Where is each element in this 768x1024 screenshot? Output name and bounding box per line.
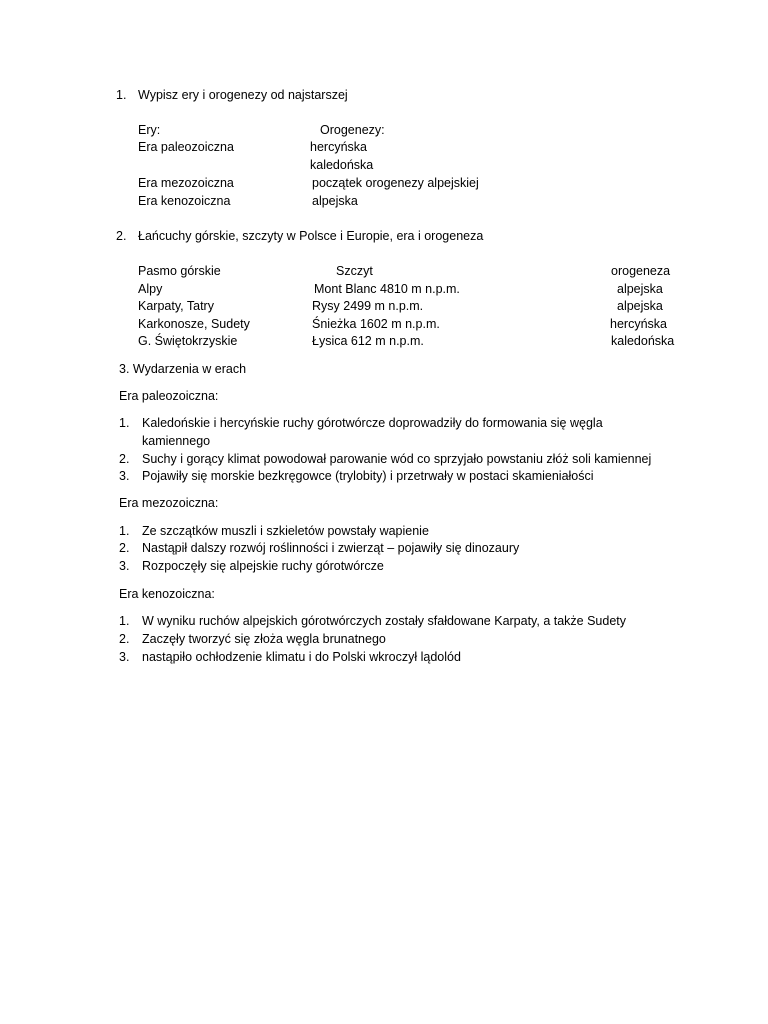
section3-heading: 3. Wydarzenia w erach — [119, 362, 247, 376]
section1-heading: Wypisz ery i orogenezy od najstarszej — [138, 88, 348, 102]
era-title: Era kenozoiczna: — [119, 587, 215, 601]
eras-column-header: Ery: — [138, 123, 161, 137]
orogeny-cell: alpejska — [617, 282, 663, 296]
list-item-text: Nastąpił dalszy rozwój roślinności i zwierząt – pojawiły się dinozaury — [142, 541, 520, 555]
list-item-text: Rozpoczęły się alpejskie ruchy górotwórcze — [142, 559, 384, 573]
era-cell: Era paleozoiczna — [138, 140, 234, 154]
peak-cell: Śnieżka 1602 m n.p.m. — [312, 317, 440, 331]
list-item-number: 2. — [119, 452, 130, 466]
range-cell: Alpy — [138, 282, 163, 296]
range-cell: Karpaty, Tatry — [138, 299, 214, 313]
peak-cell: Rysy 2499 m n.p.m. — [312, 299, 424, 313]
list-item-number: 1. — [119, 614, 130, 628]
list-item-text: Kaledońskie i hercyńskie ruchy górotwórcze doprowadziły do formowania się węgla — [142, 416, 603, 430]
list-item-number: 1. — [119, 416, 130, 430]
list-item-number: 3. — [119, 650, 130, 664]
orogeny-cell: kaledońska — [310, 158, 374, 172]
orogenies-column-header: Orogenezy: — [320, 123, 385, 137]
peak-column-header: Szczyt — [336, 264, 373, 278]
list-item-number: 2. — [119, 541, 130, 555]
list-item-text: Suchy i gorący klimat powodował parowanie wód co sprzyjało powstaniu złóż soli kamiennej — [142, 452, 652, 466]
orogeny-cell: alpejska — [617, 299, 663, 313]
list-item-number: 1. — [119, 524, 130, 538]
range-column-header: Pasmo górskie — [138, 264, 221, 278]
list-item-number: 2. — [119, 632, 130, 646]
orogeny-cell: alpejska — [312, 194, 358, 208]
orogeny-cell: początek orogenezy alpejskiej — [312, 176, 479, 190]
list-item-text: Pojawiły się morskie bezkręgowce (trylobity) i przetrwały w postaci skamieniałości — [142, 469, 594, 483]
range-cell: Karkonosze, Sudety — [138, 317, 250, 331]
orogeny-cell: kaledońska — [611, 334, 675, 348]
orogeny-cell: hercyńska — [310, 140, 367, 154]
section2-heading: Łańcuchy górskie, szczyty w Polsce i Europie, era i orogeneza — [138, 229, 484, 243]
range-cell: G. Świętokrzyskie — [138, 334, 238, 348]
era-title: Era paleozoiczna: — [119, 389, 219, 403]
era-cell: Era mezozoiczna — [138, 176, 234, 190]
list-item-number: 3. — [119, 469, 130, 483]
peak-cell: Mont Blanc 4810 m n.p.m. — [314, 282, 460, 296]
list-item-text: W wyniku ruchów alpejskich górotwórczych zostały sfałdowane Karpaty, a także Sudety — [142, 614, 627, 628]
section2-number: 2. — [116, 229, 127, 243]
list-item-text: Ze szczątków muszli i szkieletów powstały wapienie — [142, 524, 429, 538]
orogeny-cell: hercyńska — [610, 317, 667, 331]
era-title: Era mezozoiczna: — [119, 496, 219, 510]
list-item-text: kamiennego — [142, 434, 211, 448]
list-item-text: Zaczęły tworzyć się złoża węgla brunatnego — [142, 632, 386, 646]
section1-number: 1. — [116, 88, 127, 102]
list-item-text: nastąpiło ochłodzenie klimatu i do Polski wkroczył lądolód — [142, 650, 461, 664]
peak-cell: Łysica 612 m n.p.m. — [312, 334, 424, 348]
orogeny-column-header: orogeneza — [611, 264, 671, 278]
list-item-number: 3. — [119, 559, 130, 573]
era-cell: Era kenozoiczna — [138, 194, 231, 208]
